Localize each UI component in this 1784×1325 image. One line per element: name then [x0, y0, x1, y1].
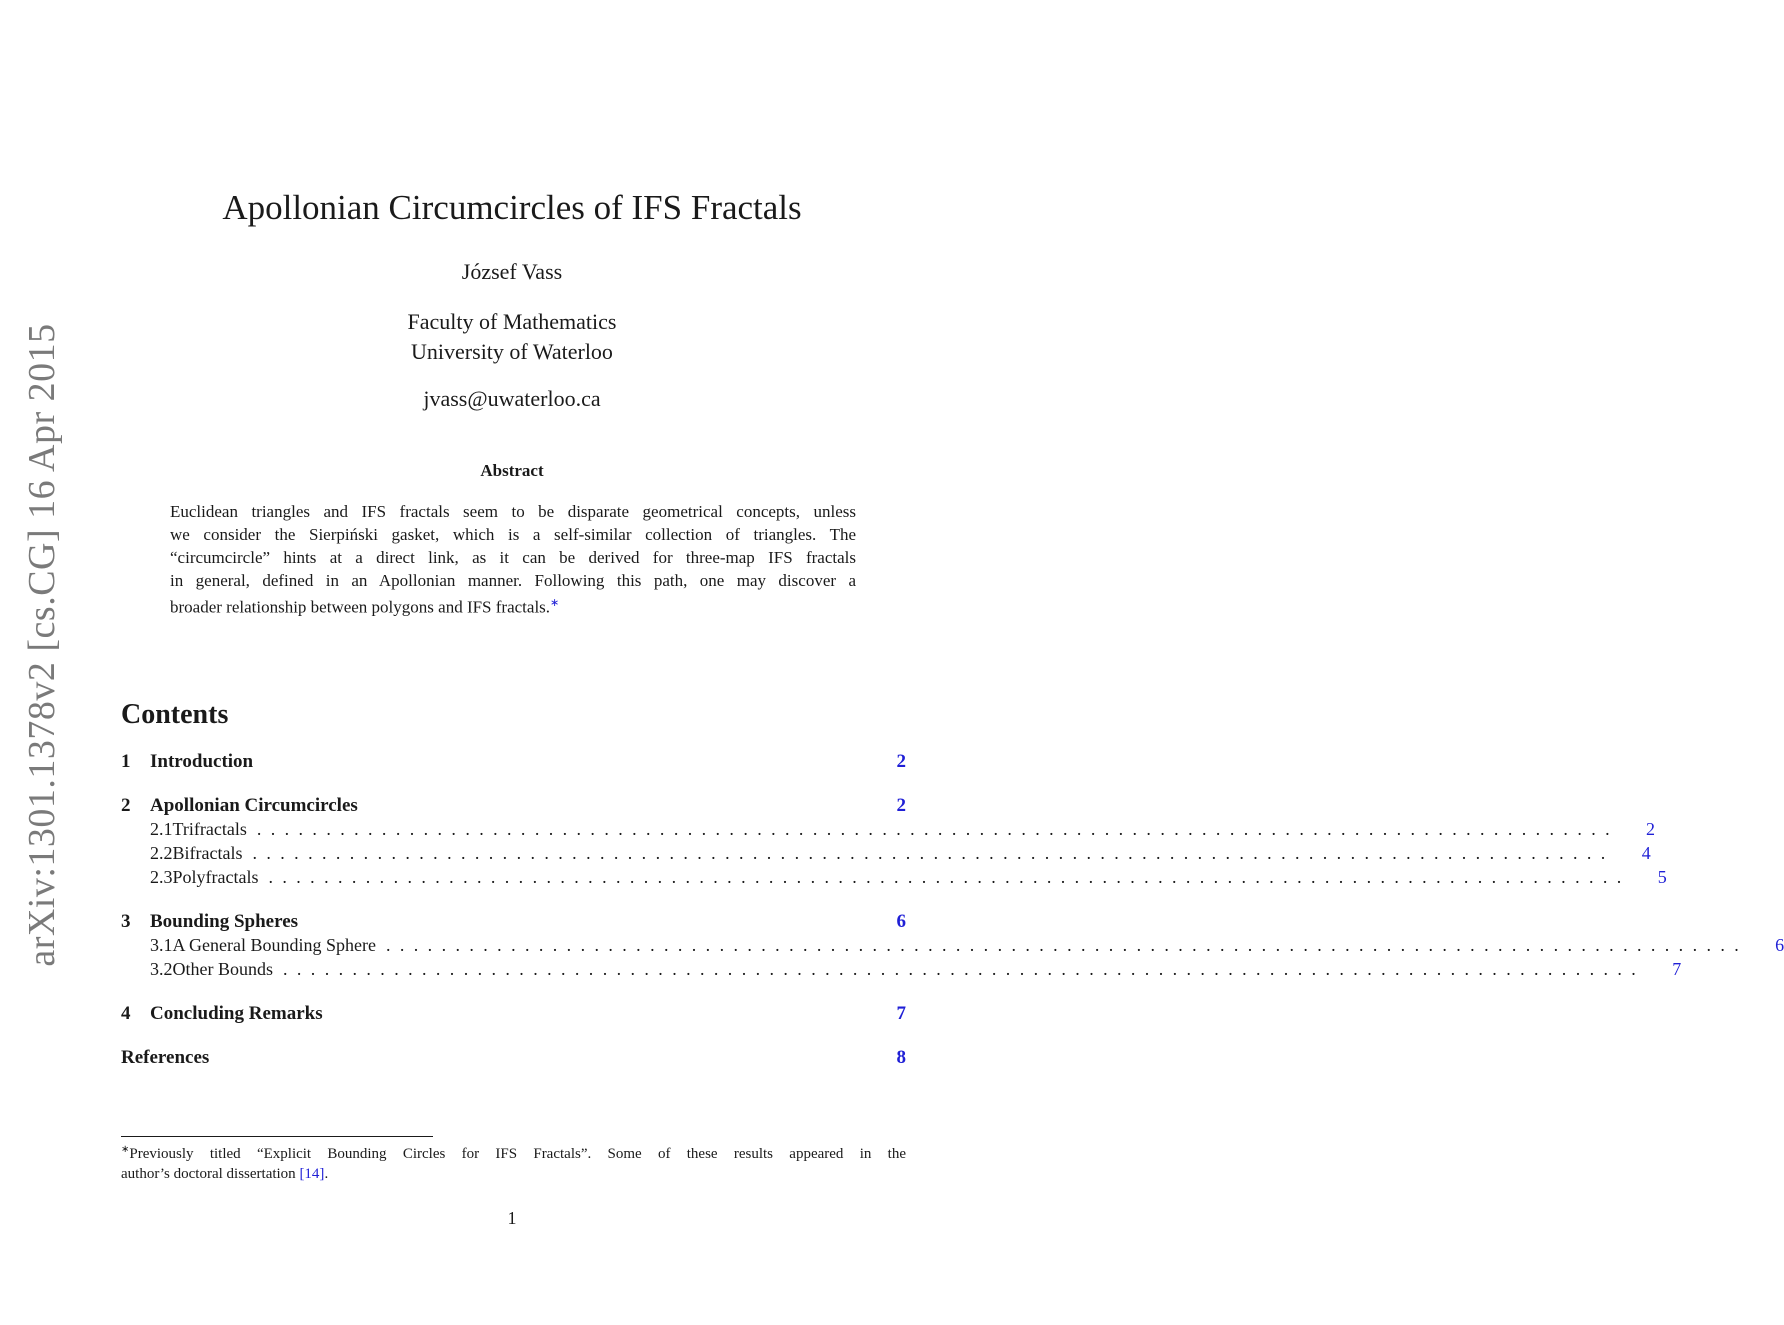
toc-section-references[interactable]: [121, 1047, 906, 1071]
toc-subsection-number: 2.1: [150, 819, 173, 839]
abstract-body: [170, 500, 856, 615]
paper-title: Apollonian Circumcircles of IFS Fractals: [222, 188, 802, 227]
arxiv-identifier-stamp: arXiv:1301.1378v2 [cs.CG] 16 Apr 2015: [21, 323, 63, 967]
toc-subsection-number: 2.2: [150, 843, 173, 863]
abstract-footnote-link[interactable]: ∗: [550, 597, 560, 609]
toc-subsection-number: 2.3: [150, 867, 173, 887]
toc-section-number: 2: [121, 795, 131, 816]
toc-section-title: Bounding Spheres: [150, 911, 299, 932]
footnote-mark: ∗: [121, 1144, 130, 1155]
affiliation-line-2: University of Waterloo: [411, 339, 613, 364]
page-number: 1: [507, 1208, 517, 1228]
toc-subsection-title: Other Bounds: [172, 959, 273, 979]
toc-subsection-trifractals[interactable]: [121, 819, 1656, 843]
toc-page-link[interactable]: 2: [1646, 819, 1656, 839]
toc-section-title: Apollonian Circumcircles: [150, 795, 358, 816]
footnote-rule: [121, 1136, 433, 1137]
abstract-line: we consider the Sierpiński gasket, which is a self-similar collection of triangles. The: [170, 525, 856, 544]
toc-page-link[interactable]: 5: [1657, 867, 1667, 887]
toc-page-link[interactable]: 8: [896, 1047, 906, 1068]
toc-section-number: 1: [121, 751, 131, 772]
toc-section-number: 4: [121, 1003, 131, 1024]
abstract-line-text: broader relationship between polygons and IFS fractals.: [170, 597, 551, 617]
abstract-line: Euclidean triangles and IFS fractals seem to be disparate geometrical concepts, unless: [170, 502, 856, 521]
toc-page-link[interactable]: 2: [896, 751, 906, 772]
toc-page-link[interactable]: 2: [896, 795, 906, 816]
toc-section-introduction[interactable]: [121, 751, 906, 775]
toc-leader-dots: ..................................................................................................: [268, 867, 1631, 887]
toc-subsection-number: 3.2: [150, 959, 173, 979]
footnote-text: author’s doctoral dissertation: [121, 1166, 300, 1182]
toc-section-bounding-spheres[interactable]: [121, 911, 906, 935]
contents-heading: Contents: [121, 699, 229, 730]
author-name: József Vass: [461, 259, 563, 284]
toc-section-apollonian-circumcircles[interactable]: [121, 795, 906, 819]
toc-page-link[interactable]: 7: [896, 1003, 906, 1024]
toc-section-title: Concluding Remarks: [150, 1003, 323, 1024]
abstract-line: in general, defined in an Apollonian manner. Following this path, one may discover a: [170, 571, 856, 590]
toc-subsection-title: Trifractals: [172, 819, 247, 839]
toc-page-link[interactable]: 6: [896, 911, 906, 932]
toc-section-title: Introduction: [150, 751, 254, 772]
abstract-line: “circumcircle” hints at a direct link, as it can be derived for three-map IFS fractals: [170, 548, 856, 567]
footnote-line-1: [121, 1140, 906, 1164]
toc-subsection-number: 3.1: [150, 935, 173, 955]
toc-page-link[interactable]: 6: [1775, 935, 1784, 955]
footnote-line-2: [121, 1164, 906, 1184]
toc-leader-dots: ..................................................................................................: [252, 843, 1615, 863]
toc-leader-dots: ..................................................................................................: [283, 959, 1646, 979]
toc-subsection-polyfractals[interactable]: [121, 867, 1667, 891]
toc-subsection-title: Polyfractals: [172, 867, 259, 887]
abstract-last-line: [170, 592, 856, 615]
toc-section-number: 3: [121, 911, 131, 932]
toc-leader-dots: ..................................................................................................: [385, 935, 1749, 955]
abstract-heading: Abstract: [480, 461, 544, 480]
toc-leader-dots: ..................................................................................................: [256, 819, 1620, 839]
footnote-text: .: [324, 1166, 329, 1182]
toc-subsection-other-bounds[interactable]: [121, 959, 1682, 983]
footnote-text: Previously titled “Explicit Bounding Circles for IFS Fractals”. Some of these results appeared in the: [129, 1146, 906, 1162]
author-email: jvass@uwaterloo.ca: [423, 386, 601, 411]
affiliation-line-1: Faculty of Mathematics: [407, 309, 617, 334]
toc-section-title: References: [121, 1047, 210, 1068]
toc-subsection-bifractals[interactable]: [121, 843, 1651, 867]
toc-section-concluding-remarks[interactable]: [121, 1003, 906, 1027]
toc-subsection-title: Bifractals: [172, 843, 243, 863]
toc-subsection-title: A General Bounding Sphere: [172, 935, 376, 955]
citation-link[interactable]: [14]: [299, 1166, 325, 1182]
footnote: [121, 1140, 906, 1184]
toc-page-link[interactable]: 7: [1672, 959, 1682, 979]
toc-subsection-general-bounding-sphere[interactable]: [121, 935, 1784, 959]
toc-page-link[interactable]: 4: [1641, 843, 1651, 863]
